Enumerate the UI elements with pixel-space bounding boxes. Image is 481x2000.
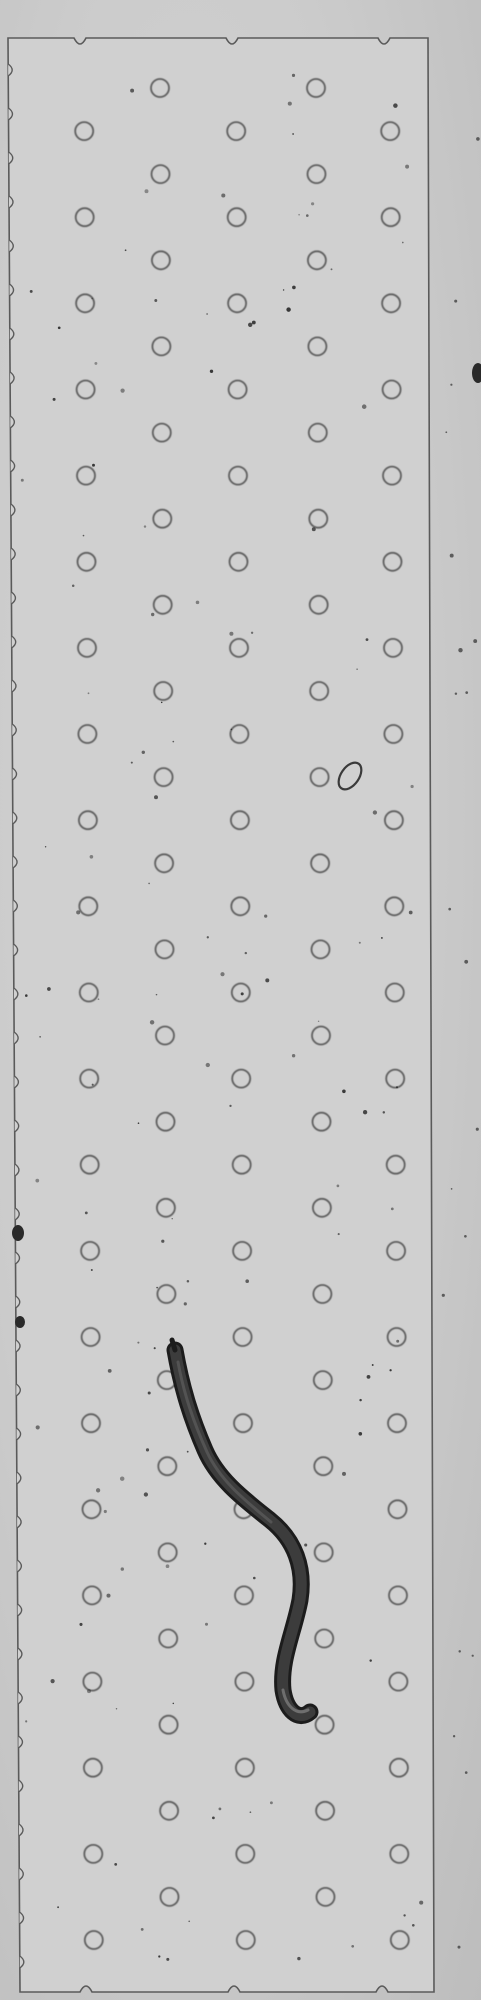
debris-speck bbox=[442, 1294, 445, 1297]
debris-speck bbox=[106, 1594, 110, 1598]
debris-speck bbox=[196, 601, 200, 605]
debris-speck bbox=[304, 1543, 307, 1546]
debris-speck bbox=[465, 1771, 468, 1774]
debris-speck bbox=[114, 1863, 117, 1866]
debris-speck bbox=[88, 692, 90, 694]
debris-speck bbox=[391, 1208, 394, 1211]
debris-speck bbox=[144, 525, 146, 527]
debris-speck bbox=[476, 137, 480, 141]
debris-speck bbox=[250, 1811, 252, 1813]
debris-speck bbox=[389, 1369, 391, 1371]
debris-speck bbox=[393, 103, 398, 108]
debris-speck bbox=[51, 1679, 55, 1683]
debris-speck bbox=[292, 133, 294, 135]
debris-speck bbox=[145, 189, 149, 193]
debris-speck bbox=[359, 1399, 361, 1401]
debris-speck bbox=[359, 942, 361, 944]
debris-speck bbox=[306, 214, 309, 217]
debris-speck bbox=[342, 1472, 346, 1476]
debris-speck bbox=[85, 1211, 88, 1214]
debris-speck bbox=[148, 1392, 151, 1395]
debris-speck bbox=[92, 464, 95, 467]
debris-speck bbox=[184, 1302, 187, 1305]
debris-speck bbox=[210, 370, 213, 373]
debris-speck bbox=[125, 249, 127, 251]
debris-speck bbox=[161, 702, 163, 704]
debris-speck bbox=[142, 751, 145, 754]
debris-speck bbox=[204, 1543, 206, 1545]
debris-speck bbox=[464, 960, 468, 964]
debris-speck bbox=[151, 613, 154, 616]
debris-speck bbox=[367, 1375, 371, 1379]
debris-speck bbox=[292, 1054, 295, 1057]
debris-speck bbox=[405, 165, 409, 169]
debris-speck bbox=[131, 762, 133, 764]
debris-speck bbox=[229, 632, 233, 636]
debris-speck bbox=[288, 102, 292, 106]
debris-speck bbox=[453, 1735, 455, 1737]
debris-speck bbox=[402, 242, 404, 244]
debris-speck bbox=[98, 998, 100, 1000]
debris-speck bbox=[342, 1090, 346, 1094]
debris-speck bbox=[265, 978, 269, 982]
debris-speck bbox=[91, 298, 93, 300]
debris-speck bbox=[141, 1928, 144, 1931]
debris-speck bbox=[338, 1233, 340, 1235]
debris-speck bbox=[138, 1122, 140, 1124]
debris-speck bbox=[146, 1448, 149, 1451]
debris-speck bbox=[188, 1920, 190, 1922]
debris-speck bbox=[116, 1708, 117, 1709]
debris-speck bbox=[473, 639, 477, 643]
debris-speck bbox=[412, 1924, 415, 1927]
debris-speck bbox=[83, 535, 85, 537]
debris-speck bbox=[104, 1510, 107, 1513]
debris-speck bbox=[458, 1946, 461, 1949]
debris-speck bbox=[158, 1955, 160, 1957]
debris-speck bbox=[445, 431, 447, 433]
debris-speck bbox=[362, 404, 367, 409]
debris-speck bbox=[248, 323, 252, 327]
debris-speck bbox=[172, 1218, 173, 1219]
debris-speck bbox=[311, 202, 314, 205]
debris-speck bbox=[121, 1567, 124, 1570]
debris-speck bbox=[465, 691, 468, 694]
debris-speck bbox=[403, 1914, 405, 1916]
debris-speck bbox=[381, 937, 383, 939]
debris-speck bbox=[366, 638, 369, 641]
debris-speck bbox=[292, 74, 295, 77]
debris-speck bbox=[206, 313, 208, 315]
debris-speck bbox=[252, 321, 256, 325]
debris-speck bbox=[130, 89, 134, 93]
debris-speck bbox=[241, 992, 244, 995]
debris-speck bbox=[21, 479, 24, 482]
debris-speck bbox=[351, 1945, 354, 1948]
debris-speck bbox=[36, 1425, 40, 1429]
debris-speck bbox=[451, 1188, 453, 1190]
debris-speck bbox=[137, 1342, 139, 1344]
debris-speck bbox=[221, 193, 225, 197]
debris-speck bbox=[448, 908, 451, 911]
debris-speck bbox=[79, 1623, 82, 1626]
debris-speck bbox=[45, 846, 46, 847]
debris-speck bbox=[94, 362, 97, 365]
debris-speck bbox=[455, 692, 457, 694]
debris-speck bbox=[373, 810, 377, 814]
debris-speck bbox=[154, 795, 158, 799]
debris-speck bbox=[35, 1179, 39, 1183]
debris-speck bbox=[72, 584, 75, 587]
debris-speck bbox=[458, 1650, 460, 1652]
debris-speck bbox=[47, 987, 51, 991]
debris-speck bbox=[245, 1279, 249, 1283]
debris-speck bbox=[144, 1492, 148, 1496]
debris-speck bbox=[419, 1901, 423, 1905]
debris-speck bbox=[298, 214, 300, 216]
debris-speck bbox=[172, 741, 174, 743]
debris-speck bbox=[25, 994, 28, 997]
debris-speck bbox=[219, 1808, 222, 1811]
debris-speck bbox=[150, 1020, 154, 1024]
debris-speck bbox=[57, 1906, 59, 1908]
debris-speck bbox=[396, 1086, 398, 1088]
debris-speck bbox=[53, 398, 56, 401]
debris-speck bbox=[450, 554, 454, 558]
debris-speck bbox=[476, 1128, 479, 1131]
debris-speck bbox=[90, 855, 94, 859]
debris-speck bbox=[312, 527, 316, 531]
debris-speck bbox=[148, 883, 150, 885]
debris-speck bbox=[212, 1817, 215, 1820]
debris-speck bbox=[253, 1577, 256, 1580]
debris-speck bbox=[356, 668, 357, 669]
debris-speck bbox=[359, 1432, 363, 1436]
debris-speck bbox=[166, 1958, 169, 1961]
debris-speck bbox=[229, 1105, 231, 1107]
debris-speck bbox=[410, 785, 413, 788]
debris-speck bbox=[207, 936, 209, 938]
debris-speck bbox=[25, 1720, 27, 1722]
debris-speck bbox=[161, 1240, 164, 1243]
debris-speck bbox=[458, 648, 462, 652]
debris-speck bbox=[363, 1110, 367, 1114]
debris-speck bbox=[220, 972, 224, 976]
debris-speck bbox=[206, 1063, 210, 1067]
debris-speck bbox=[331, 268, 333, 270]
debris-speck bbox=[187, 1451, 189, 1453]
debris-speck bbox=[166, 1564, 170, 1568]
debris-speck bbox=[369, 1659, 371, 1661]
debris-speck bbox=[270, 1801, 273, 1804]
debris-speck bbox=[383, 1111, 385, 1113]
debris-speck bbox=[108, 1369, 112, 1373]
debris-speck bbox=[396, 1340, 399, 1343]
debris-speck bbox=[286, 307, 290, 311]
channel-wall bbox=[8, 38, 434, 1992]
debris-speck bbox=[264, 914, 267, 917]
debris-speck bbox=[205, 1623, 208, 1626]
debris-speck bbox=[409, 911, 413, 915]
debris-speck bbox=[30, 290, 33, 293]
debris-speck bbox=[173, 1703, 175, 1705]
debris-speck bbox=[450, 384, 452, 386]
debris-speck bbox=[454, 300, 457, 303]
debris-speck bbox=[154, 1347, 156, 1349]
debris-speck bbox=[283, 289, 284, 290]
debris-speck bbox=[245, 952, 247, 954]
debris-speck bbox=[87, 1689, 91, 1693]
debris-speck bbox=[156, 994, 158, 996]
debris-speck bbox=[337, 1185, 340, 1188]
debris-speck bbox=[187, 1280, 190, 1283]
debris-speck bbox=[91, 1269, 93, 1271]
debris-speck bbox=[92, 1084, 94, 1086]
debris-speck bbox=[231, 729, 233, 731]
debris-speck bbox=[318, 1021, 319, 1022]
debris-speck bbox=[76, 910, 80, 914]
debris-speck bbox=[292, 286, 296, 290]
debris-speck bbox=[297, 1957, 300, 1960]
debris-speck bbox=[154, 299, 157, 302]
debris-speck bbox=[39, 1036, 40, 1037]
debris-speck bbox=[96, 1488, 100, 1492]
debris-speck bbox=[156, 1287, 158, 1289]
debris-speck bbox=[120, 388, 124, 392]
debris-speck bbox=[251, 632, 253, 634]
debris-speck bbox=[58, 326, 61, 329]
debris-speck bbox=[120, 1476, 124, 1480]
debris-speck bbox=[464, 1235, 467, 1238]
debris-speck bbox=[372, 1364, 374, 1366]
debris-speck bbox=[472, 1655, 474, 1657]
